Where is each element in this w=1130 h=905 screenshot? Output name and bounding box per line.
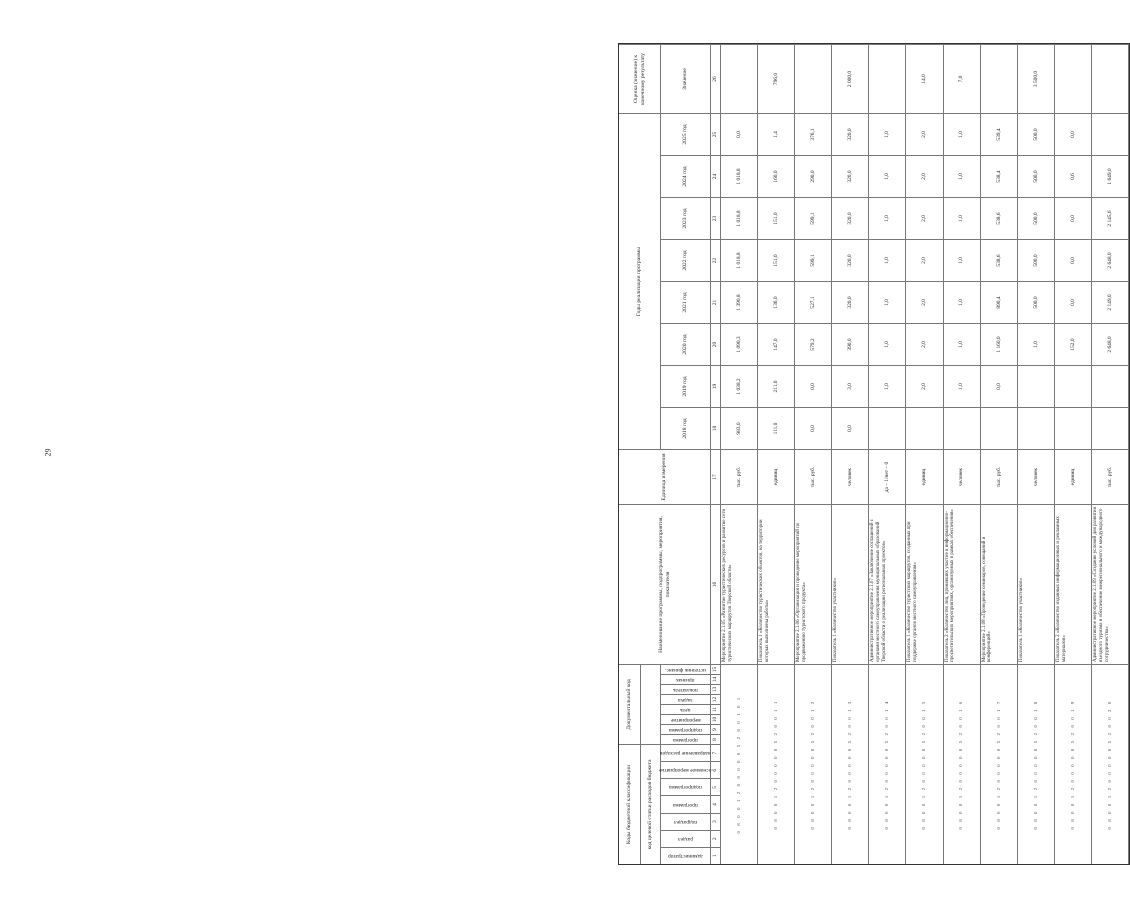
- budget-col-label: основное мероприятие: [659, 767, 712, 774]
- row-year-value: 0,0: [1055, 239, 1092, 281]
- row-year-value: 320,0: [832, 281, 869, 323]
- row-year-value: 0,0: [795, 407, 832, 449]
- row-year-value: 1,0: [944, 323, 981, 365]
- row-year-value: 160,0: [758, 155, 795, 197]
- row-year-value: 2,0: [906, 323, 943, 365]
- year-header-8: 2025 год: [661, 113, 711, 155]
- row-year-value: 1,0: [869, 365, 906, 407]
- program-col-label: мероприятие: [670, 716, 701, 723]
- row-year-value: 500,0: [1018, 197, 1055, 239]
- row-code-digits: 0 8 0 0 1 2 0 0 0 0 0 5 2 0 0 1 2: [795, 664, 832, 864]
- row-year-value: 500,0: [1018, 155, 1055, 197]
- program-col-header-1: [661, 734, 711, 744]
- col-number: 14: [711, 674, 721, 684]
- budget-col-label: подраздел: [673, 818, 698, 825]
- row-year-value: 1 018,8: [721, 197, 758, 239]
- row-year-value: 290,0: [795, 155, 832, 197]
- row-year-value: 1,0: [1018, 323, 1055, 365]
- row-final-value: [869, 44, 906, 113]
- row-name: Показатель 1 «Количество туристских маршрутов, созданных при поддержке органов местного самоуправления»: [906, 504, 943, 664]
- row-year-value: 0,0: [721, 113, 758, 155]
- row-name: Показатель 2 «Количество изданных информационных и рекламных материалов»: [1055, 504, 1092, 664]
- col-number: 12: [711, 694, 721, 704]
- program-table: [618, 43, 1130, 865]
- col-number: 6: [711, 761, 721, 778]
- row-year-value: 0,0: [1055, 281, 1092, 323]
- row-year-value: [944, 407, 981, 449]
- row-unit: тыс. руб.: [795, 449, 832, 504]
- budget-code-group-header: Коды бюджетной классификации: [619, 744, 641, 864]
- target-code-subheader: код целевой статьи расходов бюджета: [641, 744, 661, 864]
- row-year-value: 1 649,0: [1092, 155, 1129, 197]
- row-year-value: 1,0: [869, 155, 906, 197]
- row-name: Мероприятие 2.1.05 «Развитие туристических ресурсов и развитие сети туристических маршрутов Тверской области»: [721, 504, 758, 664]
- program-col-label: задача: [678, 696, 693, 703]
- col-number: 20: [711, 323, 721, 365]
- row-year-value: 147,0: [758, 323, 795, 365]
- row-year-value: 1,0: [869, 197, 906, 239]
- budget-col-header-3: [661, 813, 711, 830]
- row-year-value: 0,0: [1055, 113, 1092, 155]
- row-year-value: 2 648,0: [1092, 323, 1129, 365]
- row-year-value: 2,0: [906, 281, 943, 323]
- budget-col-label: раздел: [678, 835, 693, 842]
- row-name: Административное мероприятие 2.1.09 «Создание условий для развития въездного туризма и обеспечение межрегионального и международного сотрудничества»: [1092, 504, 1129, 664]
- row-year-value: 1,0: [944, 155, 981, 197]
- budget-col-header-2: [661, 830, 711, 847]
- row-year-value: 0,6: [1055, 155, 1092, 197]
- row-year-value: 539,4: [981, 113, 1018, 155]
- row-year-value: 1,0: [944, 365, 981, 407]
- row-year-value: 2 145,6: [1092, 197, 1129, 239]
- col-number: 13: [711, 684, 721, 694]
- year-header-4: 2021 год: [661, 281, 711, 323]
- col-number: 5: [711, 778, 721, 795]
- row-code-digits: 0 8 0 0 1 2 0 0 0 0 0 5 2 0 0 1 9: [1055, 664, 1092, 864]
- col-number: 8: [711, 734, 721, 744]
- row-year-value: [1092, 365, 1129, 407]
- row-year-value: 1,0: [944, 239, 981, 281]
- row-year-value: 390,0: [832, 323, 869, 365]
- row-year-value: 151,0: [758, 239, 795, 281]
- row-year-value: 0,0: [832, 407, 869, 449]
- col-number: 3: [711, 813, 721, 830]
- col-number: 21: [711, 281, 721, 323]
- program-col-label: подпрограмма: [669, 726, 702, 733]
- row-code-digits: 0 8 0 0 1 2 0 0 0 0 0 5 2 0 0 1 8: [1018, 664, 1055, 864]
- row-year-value: 320,0: [832, 239, 869, 281]
- col-number: 16: [711, 504, 721, 664]
- row-year-value: 500,0: [1018, 113, 1055, 155]
- col-number: 9: [711, 724, 721, 734]
- row-final-value: [1055, 44, 1092, 113]
- row-unit: единиц: [1055, 449, 1092, 504]
- row-year-value: [869, 407, 906, 449]
- row-year-value: 1,0: [944, 281, 981, 323]
- row-year-value: [1055, 407, 1092, 449]
- col-number: 23: [711, 197, 721, 239]
- row-year-value: 1 160,0: [981, 323, 1018, 365]
- program-code-subheader: [641, 664, 661, 744]
- row-year-value: 538,4: [981, 155, 1018, 197]
- program-col-header-4: [661, 704, 711, 714]
- row-year-value: 599,1: [795, 239, 832, 281]
- row-final-value: 14,0: [906, 44, 943, 113]
- row-year-value: 2 149,0: [1092, 281, 1129, 323]
- row-code-digits: 0 8 0 0 1 2 0 0 0 0 0 5 2 0 0 1 5: [906, 664, 943, 864]
- row-year-value: 136,0: [758, 281, 795, 323]
- budget-col-header-7: [661, 744, 711, 761]
- row-year-value: 320,0: [832, 197, 869, 239]
- col-number: 15: [711, 664, 721, 674]
- row-year-value: [981, 407, 1018, 449]
- row-year-value: 111,0: [758, 407, 795, 449]
- final-value-header: Значение: [661, 44, 711, 113]
- row-year-value: 1 018,8: [721, 239, 758, 281]
- col-number: 17: [711, 449, 721, 504]
- program-col-header-6: [661, 684, 711, 694]
- year-header-2: 2019 год: [661, 365, 711, 407]
- row-year-value: 1 390,8: [721, 281, 758, 323]
- col-number: 19: [711, 365, 721, 407]
- row-final-value: 7,0: [944, 44, 981, 113]
- row-year-value: 1 090,3: [721, 323, 758, 365]
- row-year-value: [906, 407, 943, 449]
- row-year-value: 2 648,0: [1092, 239, 1129, 281]
- row-code-digits: 0 8 0 0 1 2 0 0 0 0 0 5 2 0 0 1 3: [832, 664, 869, 864]
- row-name: Мероприятие 2.1.08 «Проведение семинаров, совещаний и конференций»: [981, 504, 1018, 664]
- row-year-value: 1 018,8: [721, 155, 758, 197]
- program-col-header-8: [661, 664, 711, 674]
- row-year-value: 1,0: [869, 113, 906, 155]
- row-year-value: [1018, 365, 1055, 407]
- row-code-digits: 0 8 0 0 1 2 0 0 0 0 0 5 2 0 0 1 7: [981, 664, 1018, 864]
- year-header-3: 2020 год: [661, 323, 711, 365]
- row-code-digits: 0 8 0 0 1 2 0 0 0 0 0 5 2 0 0 1 1: [758, 664, 795, 864]
- row-name: Показатель 1 «Количество участников»: [832, 504, 869, 664]
- program-col-header-5: [661, 694, 711, 704]
- col-number: 24: [711, 155, 721, 197]
- row-year-value: 538,6: [981, 239, 1018, 281]
- program-period-header: Годы реализации программы: [619, 113, 661, 449]
- row-year-value: 983,0: [721, 407, 758, 449]
- row-final-value: [1092, 44, 1129, 113]
- col-number: 11: [711, 704, 721, 714]
- row-year-value: 0,0: [981, 365, 1018, 407]
- row-final-value: 3 500,0: [1018, 44, 1055, 113]
- year-header-1: 2018 год: [661, 407, 711, 449]
- year-header-7: 2024 год: [661, 155, 711, 197]
- row-year-value: 151,0: [758, 197, 795, 239]
- col-number: 26: [711, 44, 721, 113]
- program-col-label: цель: [680, 706, 691, 713]
- row-year-value: [1055, 365, 1092, 407]
- row-final-value: 2 000,0: [832, 44, 869, 113]
- row-code-digits: 0 8 0 0 1 2 0 0 0 0 0 5 2 0 0 2 0: [1092, 664, 1129, 864]
- row-unit: тыс. руб.: [1092, 449, 1129, 504]
- row-year-value: 890,4: [981, 281, 1018, 323]
- row-year-value: 2,0: [906, 155, 943, 197]
- budget-col-label: подпрограмма: [669, 784, 702, 791]
- row-unit: тыс. руб.: [981, 449, 1018, 504]
- row-year-value: 3,0: [832, 365, 869, 407]
- row-name: Показатель 1 «Количество туристических объектов, на территории которых выполнены работы»: [758, 504, 795, 664]
- row-year-value: 2,0: [906, 365, 943, 407]
- row-year-value: 500,0: [1018, 281, 1055, 323]
- row-unit: тыс. руб.: [721, 449, 758, 504]
- row-year-value: 152,0: [1055, 323, 1092, 365]
- col-number: 7: [711, 744, 721, 761]
- row-name: Мероприятие 2.1.06 «Организация и проведение мероприятий по продвижению туристского продукта»: [795, 504, 832, 664]
- row-year-value: 1,0: [869, 281, 906, 323]
- row-year-value: 211,0: [758, 365, 795, 407]
- row-year-value: 1 038,2: [721, 365, 758, 407]
- budget-col-header-1: [661, 847, 711, 864]
- program-col-header-3: [661, 714, 711, 724]
- row-year-value: 599,1: [795, 197, 832, 239]
- budget-col-header-4: [661, 795, 711, 812]
- row-year-value: 376,1: [795, 113, 832, 155]
- program-col-label: показатель: [673, 686, 698, 693]
- row-year-value: 500,0: [1018, 239, 1055, 281]
- row-unit: человек: [944, 449, 981, 504]
- budget-col-label: администратор: [668, 853, 703, 860]
- program-col-header-2: [661, 724, 711, 734]
- row-unit: единиц: [758, 449, 795, 504]
- row-year-value: 320,0: [832, 113, 869, 155]
- row-final-value: 796,0: [758, 44, 795, 113]
- program-col-label: программа: [673, 736, 698, 743]
- col-number: 18: [711, 407, 721, 449]
- col-number: 10: [711, 714, 721, 724]
- program-col-label: источник финанс.: [665, 666, 706, 673]
- row-year-value: 1,4: [758, 113, 795, 155]
- row-final-value: [721, 44, 758, 113]
- row-year-value: 1,0: [869, 239, 906, 281]
- row-name: Показатель 1 «Количество участников»: [1018, 504, 1055, 664]
- row-name: Показатель 2 «Количество лиц, принявших участие в информационно-просветительских мероприятиях, организуемых в рамках обеспечения»: [944, 504, 981, 664]
- row-code-digits: 0 8 0 0 1 2 0 0 0 0 0 5 2 0 0 1 4: [869, 664, 906, 864]
- row-year-value: [1092, 407, 1129, 449]
- row-year-value: 1,0: [944, 113, 981, 155]
- row-final-value: [795, 44, 832, 113]
- budget-col-label: направление расходов: [660, 750, 711, 757]
- unit-column-header: Единица измерения: [619, 449, 711, 504]
- final-result-header: Оценка (значение) к конечному результату: [619, 44, 661, 113]
- col-number: 25: [711, 113, 721, 155]
- row-year-value: 527,1: [795, 281, 832, 323]
- year-header-5: 2022 год: [661, 239, 711, 281]
- row-code-digits: 0 8 0 0 1 2 0 0 0 0 0 5 2 0 0 1 0 1: [721, 664, 758, 864]
- row-year-value: 320,0: [832, 155, 869, 197]
- row-year-value: 1,0: [869, 323, 906, 365]
- row-code-digits: 0 8 0 0 1 2 0 0 0 0 0 5 2 0 0 1 6: [944, 664, 981, 864]
- row-year-value: 0,0: [795, 365, 832, 407]
- col-number: 22: [711, 239, 721, 281]
- row-unit: единиц: [906, 449, 943, 504]
- program-code-group-header: Документальный код: [619, 664, 641, 744]
- row-year-value: 1,0: [944, 197, 981, 239]
- name-column-header: Наименование программы, подпрограммы, мероприятия, показателя: [619, 504, 711, 664]
- page-number: 29: [43, 448, 53, 457]
- row-year-value: [1018, 407, 1055, 449]
- row-year-value: 2,0: [906, 239, 943, 281]
- row-year-value: 538,6: [981, 197, 1018, 239]
- row-name: Административное мероприятие 2.1.07 «Заключение соглашений с органами местного самоуправления муниципальных образований Тверской области о реализации региональных проектов»: [869, 504, 906, 664]
- row-year-value: 0,0: [1055, 197, 1092, 239]
- row-year-value: 2,0: [906, 197, 943, 239]
- row-year-value: [1092, 113, 1129, 155]
- program-col-header-7: [661, 674, 711, 684]
- program-col-label: признак: [676, 676, 695, 683]
- row-unit: человек: [1018, 449, 1055, 504]
- row-unit: да – 1/нет – 0: [869, 449, 906, 504]
- row-year-value: 579,2: [795, 323, 832, 365]
- budget-col-header-5: [661, 778, 711, 795]
- year-header-6: 2023 год: [661, 197, 711, 239]
- budget-col-header-6: [661, 761, 711, 778]
- budget-col-label: программа: [673, 801, 698, 808]
- col-number: 1: [711, 847, 721, 864]
- row-unit: человек: [832, 449, 869, 504]
- row-final-value: [981, 44, 1018, 113]
- col-number: 2: [711, 830, 721, 847]
- row-year-value: 2,0: [906, 113, 943, 155]
- col-number: 4: [711, 795, 721, 812]
